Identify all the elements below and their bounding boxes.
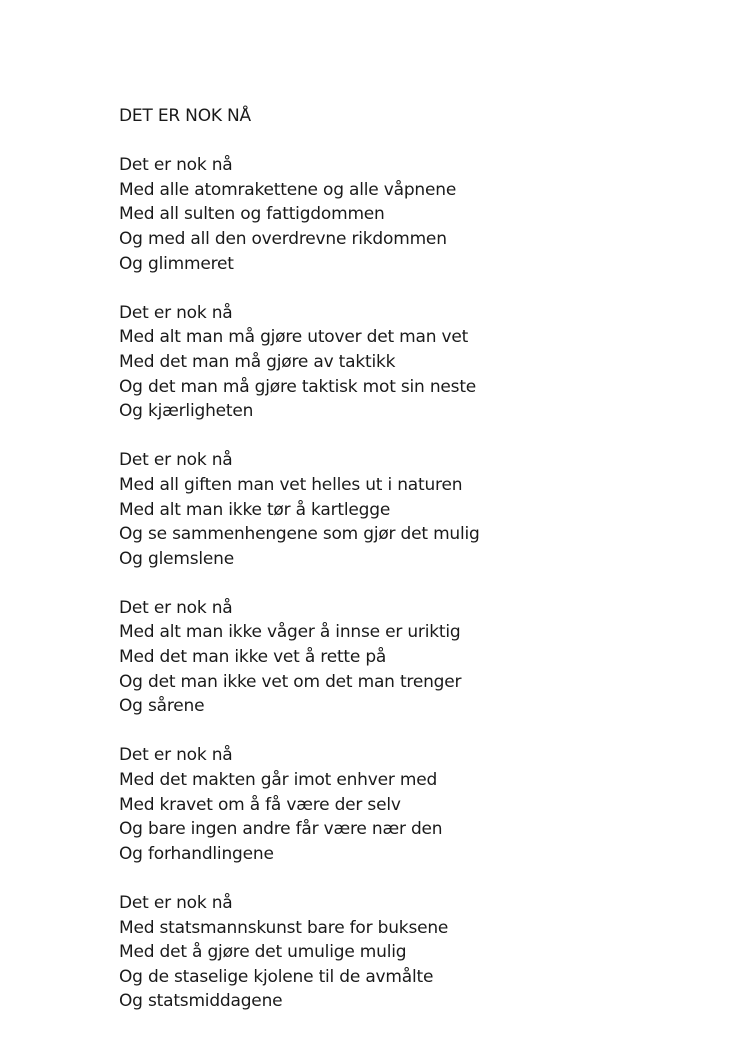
poem-line: Og forhandlingene xyxy=(119,843,274,864)
poem-line: Og glimmeret xyxy=(119,253,234,274)
poem-line: Og det man ikke vet om det man trenger xyxy=(119,671,462,692)
stanza-3 xyxy=(119,448,719,571)
stanza-1 xyxy=(119,153,719,276)
poem-line: Med alle atomrakettene og alle våpnene xyxy=(119,179,457,200)
poem-line: Det er nok nå xyxy=(119,450,233,471)
poem-line: Med det man ikke vet å rette på xyxy=(119,647,387,668)
poem-line: Det er nok nå xyxy=(119,155,233,176)
poem-line: Med statsmannskunst bare for buksene xyxy=(119,917,449,938)
poem-page xyxy=(119,104,719,1039)
poem-title: DET ER NOK NÅ xyxy=(119,106,251,126)
stanza-6 xyxy=(119,891,719,1014)
poem-line: Med all sulten og fattigdommen xyxy=(119,204,385,225)
poem-line: Og sårene xyxy=(119,696,205,717)
poem-line: Og med all den overdrevne rikdommen xyxy=(119,228,447,249)
poem-line: Med kravet om å få være der selv xyxy=(119,794,401,815)
poem-line: Med alt man ikke tør å kartlegge xyxy=(119,499,391,520)
stanza-4 xyxy=(119,596,719,719)
stanza-5 xyxy=(119,743,719,866)
poem-line: Det er nok nå xyxy=(119,745,233,766)
poem-line: Og se sammenhengene som gjør det mulig xyxy=(119,524,480,545)
poem-line: Og det man må gjøre taktisk mot sin neste xyxy=(119,376,477,397)
poem-line: Og de staselige kjolene til de avmålte xyxy=(119,966,434,987)
poem-line: Med alt man ikke våger å innse er uriktig xyxy=(119,622,461,643)
poem-line: Det er nok nå xyxy=(119,302,233,323)
poem-line: Med all giften man vet helles ut i naturen xyxy=(119,474,463,495)
poem-line: Og statsmiddagene xyxy=(119,991,283,1012)
poem-line: Og bare ingen andre får være nær den xyxy=(119,819,443,840)
poem-line: Og glemslene xyxy=(119,548,234,569)
poem-line: Med det man må gjøre av taktikk xyxy=(119,351,396,372)
poem-line: Det er nok nå xyxy=(119,893,233,913)
stanza-2 xyxy=(119,301,719,424)
poem-line: Med det makten går imot enhver med xyxy=(119,770,438,791)
poem-line: Med det å gjøre det umulige mulig xyxy=(119,942,407,963)
poem-line: Det er nok nå xyxy=(119,597,233,618)
poem-line: Og kjærligheten xyxy=(119,401,254,422)
poem-line: Med alt man må gjøre utover det man vet xyxy=(119,327,469,348)
